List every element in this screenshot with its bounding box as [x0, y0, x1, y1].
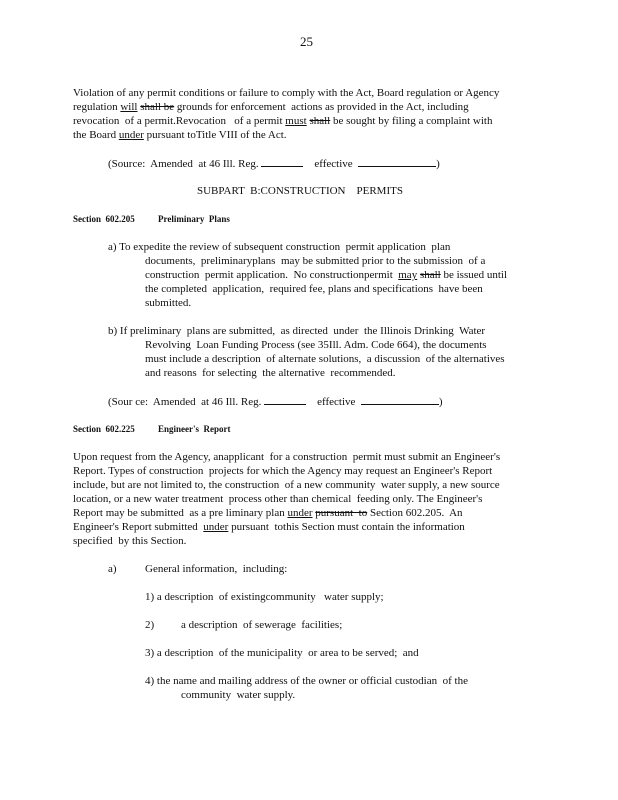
inserted-must: must — [285, 115, 307, 127]
section-205-b-line-3: must include a description of alternate solutions, a discussion of the alternatives — [145, 353, 505, 365]
inserted-under: under — [118, 129, 144, 141]
section-225-line-4: location, or a new water treatment process other than chemical feeding only. The Engineer's — [73, 493, 483, 505]
source-note-2: (Sour ce: Amended at 46 Ill. Reg. effective ) — [108, 396, 443, 408]
section-602-225-number: Section 602.225 — [73, 424, 135, 434]
item-a-label: a) — [108, 563, 117, 575]
item-4-line-1: 4) the name and mailing address of the owner or official custodian of the — [145, 675, 468, 687]
item-4-line-2: community water supply. — [181, 689, 296, 701]
blank-line — [264, 395, 306, 405]
section-225-line-6: Engineer's Report submitted under pursuant tothis Section must contain the information — [73, 521, 465, 533]
paragraph-1-line-1: Violation of any permit conditions or failure to comply with the Act, Board regulation or Agency — [73, 87, 500, 99]
section-205-b-line-2: Revolving Loan Funding Process (see 35Ill. Adm. Code 664), the documents — [145, 339, 487, 351]
deleted-shall-be: shall be — [140, 101, 175, 113]
section-225-line-7: specified by this Section. — [73, 535, 187, 547]
section-602-225-title: Engineer's Report — [158, 424, 231, 434]
section-205-a-line-2: documents, preliminaryplans may be submitted prior to the submission of a — [145, 255, 486, 267]
section-205-a-line-4: the completed application, required fee, plans and specifications have been — [145, 283, 483, 295]
section-205-b-line-1: b) If preliminary plans are submitted, as directed under the Illinois Drinking Water — [108, 325, 486, 337]
item-3: 3) a description of the municipality or area to be served; and — [145, 647, 419, 659]
source-note-1: (Source: Amended at 46 Ill. Reg. effective ) — [108, 158, 440, 170]
paragraph-1-line-4: the Board under pursuant toTitle VIII of the Act. — [73, 129, 287, 141]
inserted-may: may — [398, 269, 418, 281]
inserted-under: under — [203, 521, 229, 533]
section-602-205-title: Preliminary Plans — [158, 214, 230, 224]
paragraph-1-line-2: regulation will shall be grounds for enforcement actions as provided in the Act, including — [73, 101, 469, 113]
section-602-205-number: Section 602.205 — [73, 214, 135, 224]
blank-line — [261, 157, 303, 167]
item-2-text: a description of sewerage facilities; — [181, 619, 343, 631]
section-225-line-5: Report may be submitted as a pre liminary plan under pursuant to Section 602.205. An — [73, 507, 463, 519]
section-205-b-line-4: and reasons for selecting the alternative recommended. — [145, 367, 396, 379]
section-205-a-line-3: construction permit application. No constructionpermit may shall be issued until — [145, 269, 508, 281]
deleted-pursuant-to: pursuant to — [315, 507, 368, 519]
section-225-line-2: Report. Types of construction projects for which the Agency may request an Engineer's Report — [73, 465, 493, 477]
page-number: 25 — [300, 34, 313, 49]
subpart-heading: SUBPART B:CONSTRUCTION PERMITS — [197, 185, 403, 197]
inserted-under: under — [287, 507, 313, 519]
deleted-shall: shall — [309, 115, 331, 127]
section-205-a-line-5: submitted. — [145, 297, 192, 309]
section-205-a-line-1: a) To expedite the review of subsequent construction permit application plan — [108, 241, 451, 253]
deleted-shall: shall — [419, 269, 441, 281]
blank-line — [361, 395, 439, 405]
section-225-line-1: Upon request from the Agency, anapplicant for a construction permit must submit an Engineer's — [73, 451, 501, 463]
item-2-label: 2) — [145, 619, 155, 631]
blank-line — [358, 157, 436, 167]
paragraph-1-line-3: revocation of a permit.Revocation of a permit must shall be sought by filing a complaint with — [73, 115, 493, 127]
item-1: 1) a description of existingcommunity water supply; — [145, 591, 384, 603]
inserted-will: will — [120, 101, 138, 113]
item-a-text: General information, including: — [145, 563, 288, 575]
section-225-line-3: include, but are not limited to, the construction of a new community water supply, a new source — [73, 479, 500, 491]
